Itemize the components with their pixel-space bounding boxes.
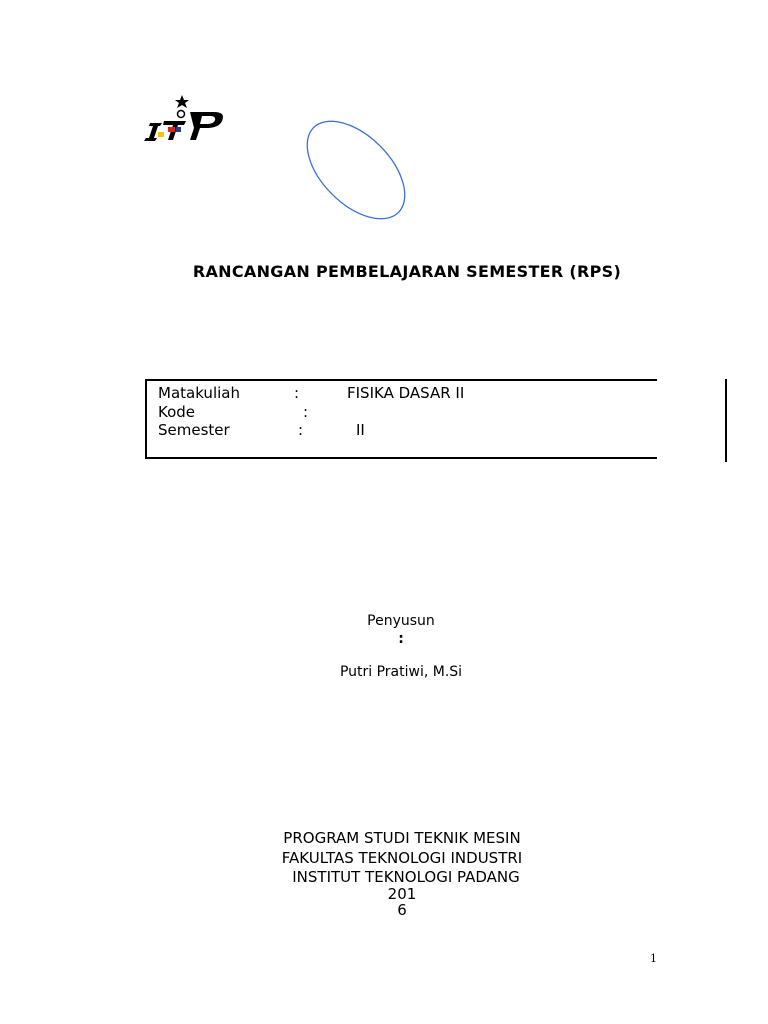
course-info-box bbox=[145, 379, 657, 459]
course-colon: : bbox=[294, 384, 300, 402]
program-name: PROGRAM STUDI TEKNIK MESIN bbox=[283, 829, 521, 847]
institute-name: INSTITUT TEKNOLOGI PADANG bbox=[292, 868, 520, 886]
itp-logo bbox=[140, 90, 240, 150]
course-value: II bbox=[356, 421, 365, 439]
year-part-2: 6 bbox=[397, 901, 407, 919]
logo-red-block bbox=[168, 127, 175, 132]
info-box-right-border bbox=[725, 379, 727, 462]
course-label: Semester bbox=[158, 421, 230, 439]
course-colon: : bbox=[303, 403, 309, 421]
faculty-name: FAKULTAS TEKNOLOGI INDUSTRI bbox=[281, 849, 523, 867]
course-label: Kode bbox=[158, 403, 196, 421]
course-label: Matakuliah bbox=[158, 384, 240, 402]
decorative-ellipse bbox=[296, 120, 416, 220]
author-colon: : bbox=[398, 631, 404, 647]
logo-ring-icon bbox=[178, 111, 185, 118]
course-value: FISIKA DASAR II bbox=[347, 384, 465, 402]
logo-yellow-block bbox=[158, 132, 164, 137]
logo-star-icon bbox=[175, 95, 189, 108]
author-name: Putri Pratiwi, M.Si bbox=[339, 664, 463, 680]
course-colon: : bbox=[298, 421, 304, 439]
page-number: 1 bbox=[650, 952, 657, 965]
year-part-1: 201 bbox=[387, 885, 417, 903]
logo-blue-block bbox=[176, 127, 181, 132]
document-title: RANCANGAN PEMBELAJARAN SEMESTER (RPS) bbox=[192, 262, 622, 281]
author-heading: Penyusun bbox=[367, 613, 435, 629]
